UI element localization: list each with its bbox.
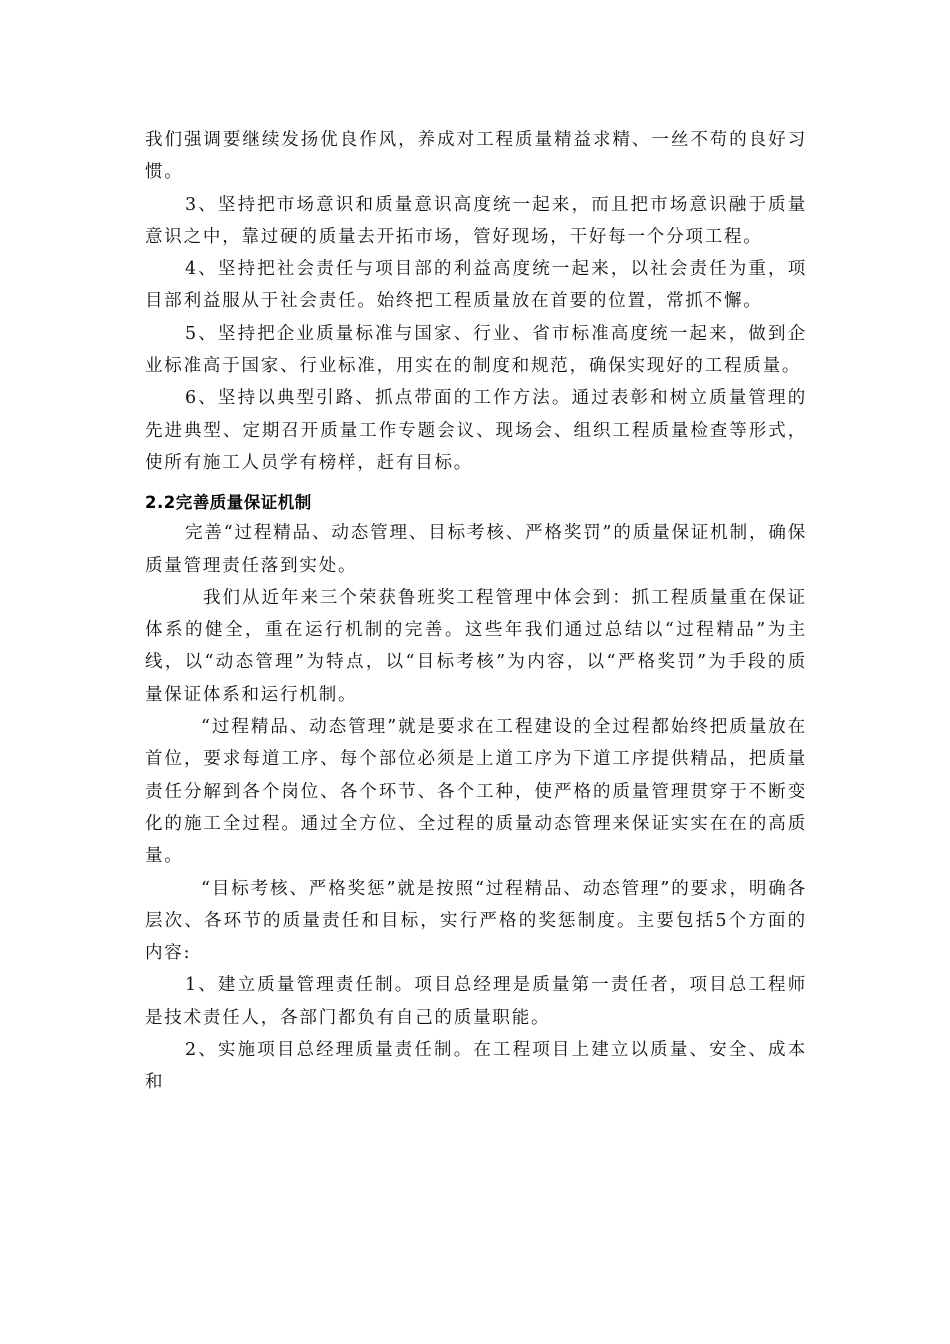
paragraph-experience: 我们从近年来三个荣获鲁班奖工程管理中体会到：抓工程质量重在保证体系的健全，重在运行机制的完善。这些年我们通过总结以“过程精品”为主线，以“动态管理”为特点，以“目标考核”为内容，以“严格奖罚”为手段的质量保证体系和运行机制。	[145, 587, 807, 705]
paragraph-process-quality: “过程精品、动态管理”就是要求在工程建设的全过程都始终把质量放在首位，要求每道工序、每个部位必须是上道工序为下道工序提供精品，把质量责任分解到各个岗位、各个环节、各个工种，使严格的质量管理贯穿于不断变化的施工全过程。通过全方位、全过程的质量动态管理来保证实实在在的高质量。	[145, 717, 807, 867]
paragraph-responsibility-system: 1、建立质量管理责任制。项目总经理是质量第一责任者，项目总工程师是技术责任人，各部门都负有自己的质量职能。	[145, 975, 807, 1028]
body-text	[145, 124, 807, 1099]
paragraph-item-4: 4、坚持把社会责任与项目部的利益高度统一起来，以社会责任为重，项目部利益服从于社会责任。始终把工程质量放在首要的位置，常抓不懈。	[145, 259, 807, 312]
paragraph-continuation: 我们强调要继续发扬优良作风，养成对工程质量精益求精、一丝不苟的良好习惯。	[145, 130, 807, 183]
section-heading: 2.2完善质量保证机制	[145, 493, 312, 513]
paragraph-manager-responsibility: 2、实施项目总经理质量责任制。在工程项目上建立以质量、安全、成本和	[145, 1040, 807, 1093]
paragraph-target-assessment: “目标考核、严格奖惩”就是按照“过程精品、动态管理”的要求，明确各层次、各环节的质量责任和目标，实行严格的奖惩制度。主要包括5个方面的内容:	[145, 878, 807, 964]
paragraph-item-6: 6、坚持以典型引路、抓点带面的工作方法。通过表彰和树立质量管理的先进典型、定期召开质量工作专题会议、现场会、组织工程质量检查等形式，使所有施工人员学有榜样，赶有目标。	[145, 388, 807, 473]
paragraph-item-3: 3、坚持把市场意识和质量意识高度统一起来，而且把市场意识融于质量意识之中，靠过硬的质量去开拓市场，管好现场，干好每一个分项工程。	[145, 194, 807, 247]
paragraph-mechanism-intro: 完善“过程精品、动态管理、目标考核、严格奖罚”的质量保证机制，确保质量管理责任落到实处。	[145, 523, 807, 576]
paragraph-item-5: 5、坚持把企业质量标准与国家、行业、省市标准高度统一起来，做到企业标准高于国家、行业标准，用实在的制度和规范，确保实现好的工程质量。	[145, 323, 807, 377]
